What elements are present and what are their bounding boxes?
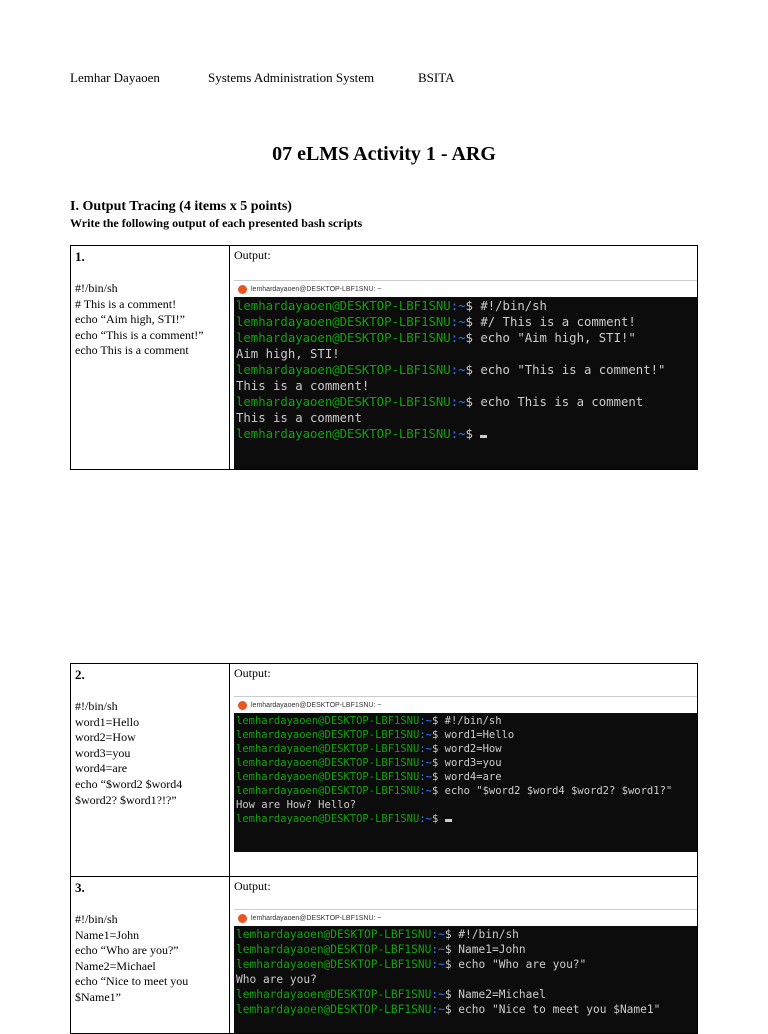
terminal-line <box>236 987 697 1002</box>
item-number: 2. <box>75 667 85 682</box>
prompt-path: :~ <box>419 813 432 825</box>
prompt-symbol: $ <box>444 943 459 956</box>
prompt-user: lemhardayaoen@DESKTOP-LBF1SNU <box>236 427 451 441</box>
prompt-user: lemhardayaoen@DESKTOP-LBF1SNU <box>236 928 432 941</box>
prompt-path: :~ <box>431 1003 445 1016</box>
prompt-path: :~ <box>431 943 445 956</box>
terminal-line <box>236 362 697 378</box>
prompt-path: :~ <box>431 928 445 941</box>
prompt-user: lemhardayaoen@DESKTOP-LBF1SNU <box>236 315 451 329</box>
document-title: 07 eLMS Activity 1 - ARG <box>272 143 496 165</box>
prompt-symbol: $ <box>444 1003 459 1016</box>
terminal-title: lemhardayaoen@DESKTOP-LBF1SNU: ~ <box>251 914 382 922</box>
prompt-user: lemhardayaoen@DESKTOP-LBF1SNU <box>236 299 451 313</box>
course-name: Systems Administration System <box>208 70 375 85</box>
prompt-user: lemhardayaoen@DESKTOP-LBF1SNU <box>236 813 420 825</box>
author-name: Lemhar Dayaoen <box>70 70 160 85</box>
output-label: Output: <box>234 879 271 893</box>
prompt-symbol: $ <box>431 771 445 783</box>
ubuntu-icon <box>238 701 247 710</box>
item-code-cell <box>71 246 230 470</box>
prompt-symbol: $ <box>465 363 481 377</box>
prompt-path: :~ <box>450 395 466 409</box>
terminal-line <box>236 728 697 742</box>
prompt-user: lemhardayaoen@DESKTOP-LBF1SNU <box>236 743 420 755</box>
terminal-window <box>234 909 697 1033</box>
command-text: Name2=Michael <box>458 988 546 1001</box>
terminal-line <box>236 756 697 770</box>
terminal-line <box>236 410 697 426</box>
terminal-line <box>236 942 697 957</box>
item-code-cell <box>71 877 230 1034</box>
ubuntu-icon <box>238 914 247 923</box>
terminal-window <box>234 280 697 469</box>
terminal-output <box>234 713 697 826</box>
prompt-symbol: $ <box>431 813 445 825</box>
prompt-user: lemhardayaoen@DESKTOP-LBF1SNU <box>236 943 432 956</box>
activity-item-1 <box>70 245 698 470</box>
prompt-symbol: $ <box>444 928 459 941</box>
command-text: word1=Hello <box>444 729 515 741</box>
command-text: word3=you <box>444 757 502 769</box>
item-code-cell <box>71 664 230 877</box>
prompt-symbol: $ <box>431 785 445 797</box>
output-text: How are How? Hello? <box>236 799 357 811</box>
script-code: #!/bin/sh word1=Hello word2=How word3=you word4=are echo “$word2 $word4 $word2? $word1?!?” <box>75 699 183 807</box>
terminal-title: lemhardayaoen@DESKTOP-LBF1SNU: ~ <box>251 285 382 293</box>
terminal-titlebar <box>234 909 697 926</box>
script-code: #!/bin/sh # This is a comment! echo “Aim high, STI!” echo “This is a comment!” echo This is a comment <box>75 281 204 358</box>
prompt-path: :~ <box>419 715 432 727</box>
section-title: I. Output Tracing (4 items x 5 points) <box>70 199 292 214</box>
prompt-user: lemhardayaoen@DESKTOP-LBF1SNU <box>236 363 451 377</box>
terminal-cursor <box>480 435 487 438</box>
terminal-line <box>236 346 697 362</box>
prompt-path: :~ <box>419 785 432 797</box>
output-text: This is a comment! <box>236 379 370 393</box>
command-text: word4=are <box>444 771 502 783</box>
prompt-user: lemhardayaoen@DESKTOP-LBF1SNU <box>236 757 420 769</box>
item-number: 3. <box>75 880 85 895</box>
terminal-line <box>236 927 697 942</box>
prompt-symbol: $ <box>465 427 481 441</box>
output-text: Aim high, STI! <box>236 347 340 361</box>
terminal-line <box>236 1002 697 1017</box>
terminal-line <box>236 972 697 987</box>
terminal-window <box>234 696 697 852</box>
terminal-output <box>234 926 697 1017</box>
prompt-path: :~ <box>450 363 466 377</box>
terminal-line <box>236 714 697 728</box>
command-text: echo "Who are you?" <box>458 958 587 971</box>
terminal-line <box>236 798 697 812</box>
terminal-title: lemhardayaoen@DESKTOP-LBF1SNU: ~ <box>251 701 382 709</box>
item-number: 1. <box>75 249 85 264</box>
terminal-line <box>236 742 697 756</box>
prompt-symbol: $ <box>431 715 445 727</box>
section-instructions: Write the following output of each presented bash scripts <box>70 216 363 230</box>
script-code: #!/bin/sh Name1=John echo “Who are you?” Name2=Michael echo “Nice to meet you $Name1” <box>75 912 189 1004</box>
output-label: Output: <box>234 248 271 262</box>
program-name: BSITA <box>418 70 455 85</box>
terminal-titlebar <box>234 280 697 297</box>
terminal-line <box>236 812 697 826</box>
prompt-path: :~ <box>431 988 445 1001</box>
terminal-output <box>234 297 697 442</box>
ubuntu-icon <box>238 285 247 294</box>
prompt-user: lemhardayaoen@DESKTOP-LBF1SNU <box>236 729 420 741</box>
terminal-cursor <box>445 819 452 822</box>
prompt-path: :~ <box>431 958 445 971</box>
terminal-line <box>236 298 697 314</box>
prompt-symbol: $ <box>465 299 481 313</box>
prompt-symbol: $ <box>431 729 445 741</box>
terminal-line <box>236 314 697 330</box>
prompt-symbol: $ <box>465 395 481 409</box>
terminal-line <box>236 378 697 394</box>
prompt-user: lemhardayaoen@DESKTOP-LBF1SNU <box>236 785 420 797</box>
command-text: Name1=John <box>458 943 526 956</box>
prompt-symbol: $ <box>465 331 481 345</box>
prompt-user: lemhardayaoen@DESKTOP-LBF1SNU <box>236 715 420 727</box>
prompt-path: :~ <box>419 743 432 755</box>
prompt-symbol: $ <box>465 315 481 329</box>
prompt-symbol: $ <box>444 988 459 1001</box>
terminal-titlebar <box>234 696 697 713</box>
item-output-cell <box>230 664 698 877</box>
command-text: echo "This is a comment!" <box>480 363 666 377</box>
prompt-path: :~ <box>450 427 466 441</box>
terminal-line <box>236 770 697 784</box>
terminal-line <box>236 330 697 346</box>
command-text: echo "Nice to meet you $Name1" <box>458 1003 661 1016</box>
command-text: word2=How <box>444 743 502 755</box>
command-text: echo "Aim high, STI!" <box>480 331 636 345</box>
prompt-path: :~ <box>419 771 432 783</box>
prompt-symbol: $ <box>444 958 459 971</box>
prompt-path: :~ <box>419 757 432 769</box>
command-text: #!/bin/sh <box>458 928 519 941</box>
prompt-path: :~ <box>450 331 466 345</box>
terminal-line <box>236 394 697 410</box>
prompt-path: :~ <box>450 299 466 313</box>
command-text: #!/bin/sh <box>480 299 547 313</box>
output-text: This is a comment <box>236 411 362 425</box>
command-text: #!/bin/sh <box>444 715 502 727</box>
prompt-symbol: $ <box>431 757 445 769</box>
command-text: echo This is a comment <box>480 395 644 409</box>
command-text: echo "$word2 $word4 $word2? $word1?" <box>444 785 673 797</box>
prompt-symbol: $ <box>431 743 445 755</box>
prompt-user: lemhardayaoen@DESKTOP-LBF1SNU <box>236 958 432 971</box>
prompt-user: lemhardayaoen@DESKTOP-LBF1SNU <box>236 988 432 1001</box>
terminal-line <box>236 426 697 442</box>
prompt-user: lemhardayaoen@DESKTOP-LBF1SNU <box>236 395 451 409</box>
prompt-path: :~ <box>419 729 432 741</box>
prompt-user: lemhardayaoen@DESKTOP-LBF1SNU <box>236 771 420 783</box>
terminal-line <box>236 957 697 972</box>
activity-item-2 <box>70 663 698 1034</box>
prompt-user: lemhardayaoen@DESKTOP-LBF1SNU <box>236 1003 432 1016</box>
command-text: #/ This is a comment! <box>480 315 636 329</box>
prompt-path: :~ <box>450 315 466 329</box>
output-label: Output: <box>234 666 271 680</box>
item-output-cell <box>230 246 698 470</box>
prompt-user: lemhardayaoen@DESKTOP-LBF1SNU <box>236 331 451 345</box>
terminal-line <box>236 784 697 798</box>
item-output-cell <box>230 877 698 1034</box>
output-text: Who are you? <box>236 973 317 986</box>
